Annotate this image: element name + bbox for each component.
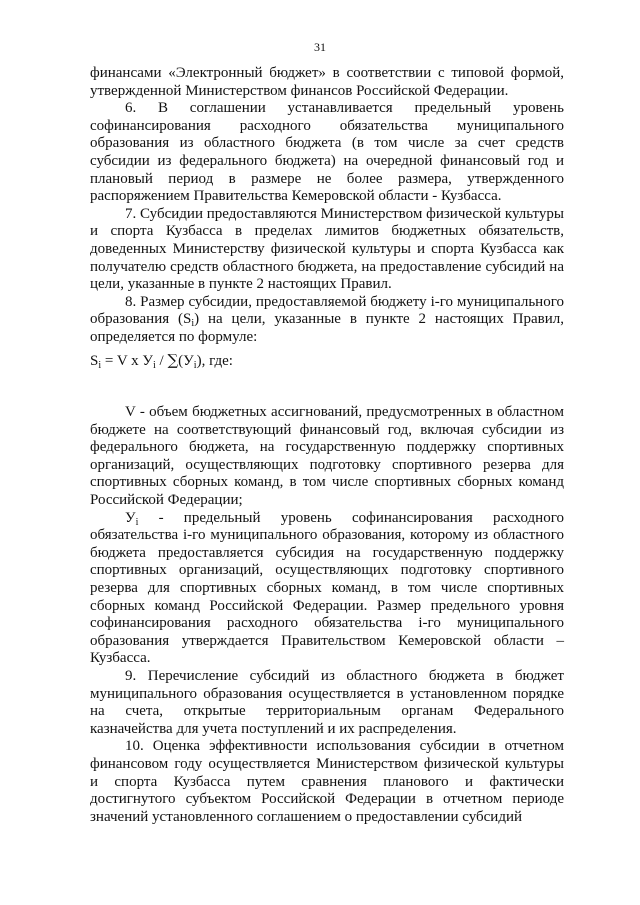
- summation-sign: ∑: [167, 350, 179, 369]
- paragraph-8: [90, 294, 564, 347]
- paragraph-10: 10. Оценка эффективности использования субсидии в отчетном финансовом году осуществляется Министерством физической культуры и спорта Кузбасса путем сравнения планового и фактически достигнутого субъектом Российской Федерации в отчетном периоде значений установленного соглашением о предоставлении субсидий: [90, 738, 564, 825]
- formula-paren-open: (У: [178, 352, 194, 369]
- definition-y: [90, 510, 564, 668]
- paragraph-8-text-b: ) на цели, указанные в пункте 2 настоящих Правил, определяется по формуле:: [90, 311, 564, 345]
- paragraph-8-text-a: 8. Размер субсидии, предоставляемой бюджету i-го муниципального образования (S: [90, 293, 564, 328]
- paragraph-7: 7. Субсидии предоставляются Министерством физической культуры и спорта Кузбасса в пределах лимитов бюджетных обязательств, доведенных Министерству физической культуры и спорта Кузбасса как получателю средств областного бюджета, на предоставление субсидий на цели, указанные в пункте 2 настоящих Правил.: [90, 205, 564, 293]
- subsidy-formula: [90, 352, 564, 371]
- formula-lhs-subscript: i: [98, 359, 102, 371]
- definition-y-symbol: У: [125, 509, 136, 526]
- formula-lhs: S: [90, 352, 99, 369]
- definition-y-subscript: i: [135, 516, 139, 528]
- formula-paren-subscript: i: [193, 359, 197, 371]
- page-number: 31: [314, 40, 326, 54]
- formula-middle: = V x У: [101, 352, 153, 369]
- formula-middle-subscript: i: [153, 359, 156, 371]
- formula-tail: ), где:: [196, 352, 233, 369]
- paragraph-continuation: финансами «Электронный бюджет» в соответствии с типовой формой, утвержденной Министерством финансов Российской Федерации.: [90, 65, 564, 99]
- paragraph-8-subscript: i: [191, 318, 195, 330]
- document-body: [90, 65, 564, 826]
- paragraph-9: 9. Перечисление субсидий из областного бюджета в бюджет муниципального образования осуществляется в установленном порядке на счета, открытые территориальным органам Федерального казначейства для учета поступлений и их распределения.: [90, 668, 564, 737]
- definition-y-text: - предельный уровень софинансирования расходного обязательства i-го муниципального образования, которому из областного бюджета предоставляется субсидия на государственную поддержку спортивных организаций, осуществляющих подготовку спортивного резерва для спортивных сборных команд, в том числе спортивных сборных команд Российской Федерации. Размер предельного уровня софинансирования расходного обязательства i-го муниципального образования утверждается Правительством Кемеровской области – Кузбасса.: [90, 509, 564, 667]
- paragraph-6: 6. В соглашении устанавливается предельный уровень софинансирования расходного обязательства муниципального образования из областного бюджета (в том числе за счет средств субсидии из федерального бюджета) на очередной финансовый год и плановый период в размере не более размера, утвержденного распоряжением Правительства Кемеровской области - Кузбасса.: [90, 100, 564, 205]
- definition-v: V - объем бюджетных ассигнований, предусмотренных в областном бюджете на соответствующий финансовый год, включая субсидии из федерального бюджета, на государственную поддержку спортивных организаций, осуществляющих подготовку спортивного резерва для спортивных сборных команд, в том числе спортивных сборных команд Российской Федерации;: [90, 404, 564, 509]
- formula-divide: /: [155, 352, 168, 369]
